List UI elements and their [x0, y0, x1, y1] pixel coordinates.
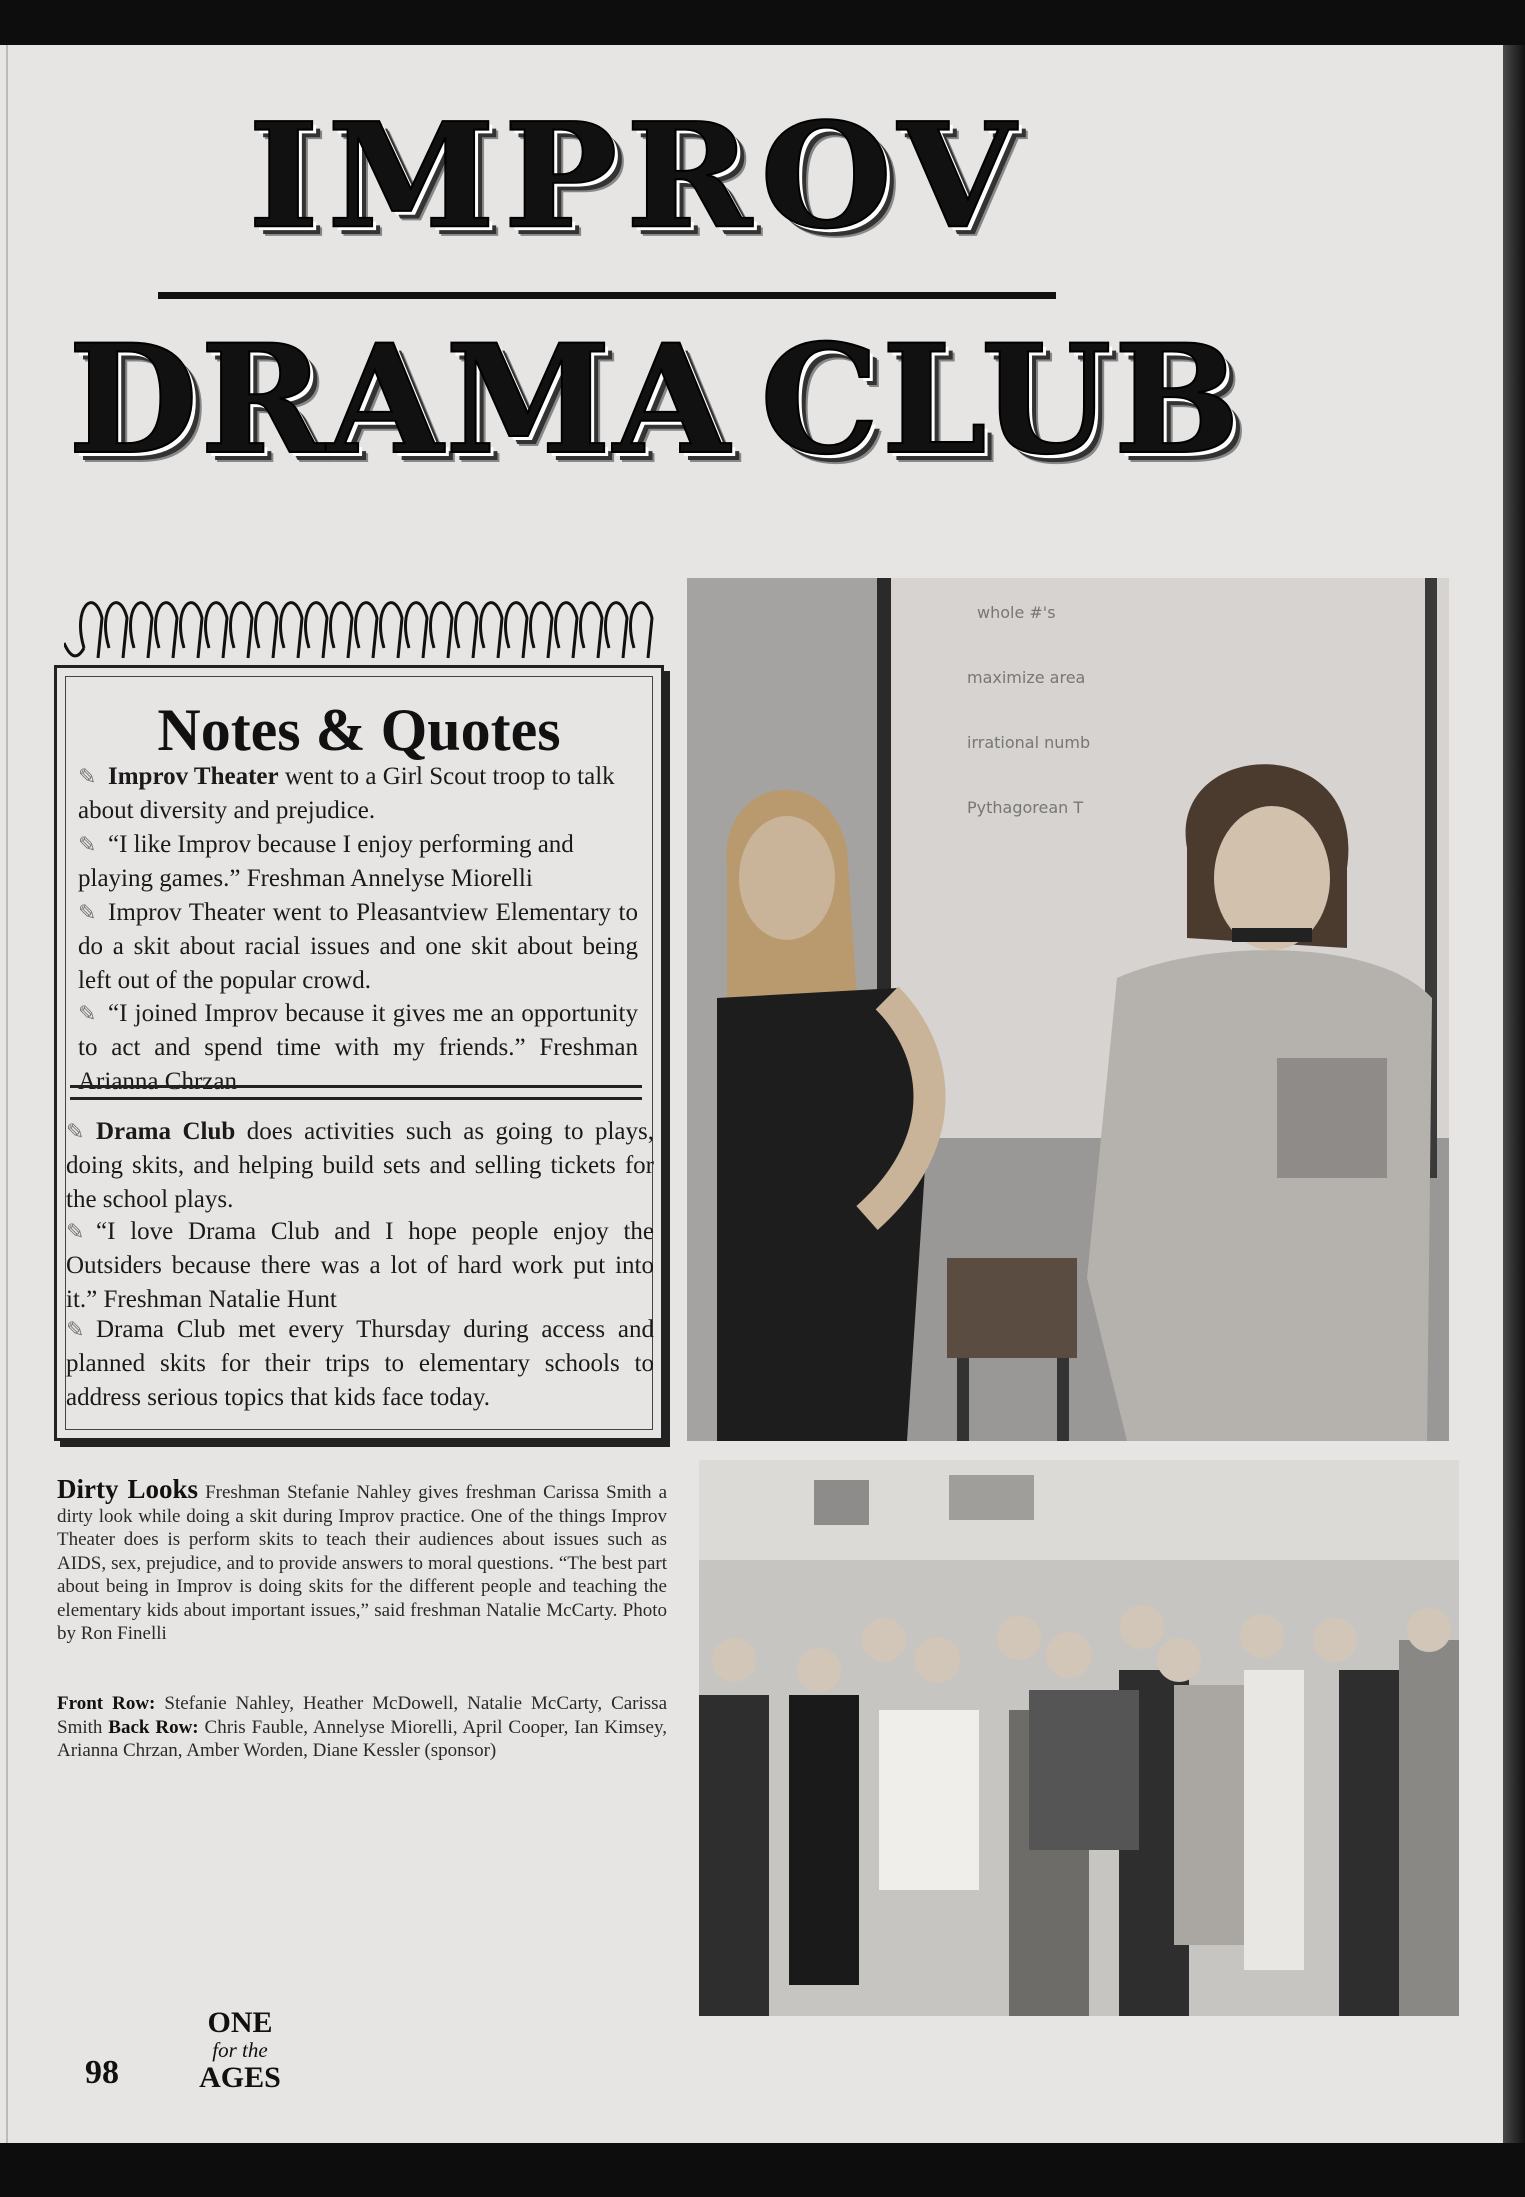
whiteboard-text-3: irrational numb — [967, 733, 1091, 752]
book-title-ages: AGES — [199, 2061, 281, 2094]
whiteboard-text-4: Pythagorean T — [967, 798, 1084, 817]
note-drama-3: ✎ Drama Club met every Thursday during access and planned skits for their trips to elementary schools to address serious topics that kids face today. — [66, 1313, 654, 1415]
note-drama-2: ✎ “I love Drama Club and I hope people enjoy the Outsiders because there was a lot of hard work put into it.” Freshman Natalie Hunt — [66, 1215, 654, 1317]
note-drama-1: ✎ Drama Club does activities such as going to plays, doing skits, and helping build sets and selling tickets for the school plays. — [66, 1115, 654, 1217]
whiteboard-text-1: whole #'s — [977, 603, 1056, 622]
pencil-icon: ✎ — [66, 1317, 85, 1342]
title-club: CLUB — [760, 312, 1243, 488]
title-drama: DRAMA — [68, 312, 732, 488]
page-number: 98 — [85, 2054, 119, 2091]
pencil-icon: ✎ — [78, 764, 97, 789]
pencil-icon: ✎ — [78, 832, 97, 857]
notes-heading: Notes & Quotes — [157, 697, 561, 763]
caption-text: Freshman Stefanie Nahley gives freshman Carissa Smith a dirty look while doing a skit during Improv practice. One of the things Improv Theater does is perform skits to teach their audiences about issues such as AIDS, sex, prejudice, and to provide answers to moral questions. “The best part about being in Improv is doing skits for the different people and teaching the elementary kids about important issues,” said freshman Natalie McCarty. Photo by Ron Finelli — [57, 1482, 668, 1644]
binding-line — [6, 45, 8, 2143]
page-edge-shadow — [1503, 45, 1525, 2143]
title-divider — [158, 292, 1056, 299]
spiral-binding-graphic — [64, 588, 659, 670]
note-improv-3: ✎ Improv Theater went to Pleasantview Elementary to do a skit about racial issues and one skit about being left out of the popular crowd. — [78, 896, 638, 998]
pencil-icon: ✎ — [66, 1219, 85, 1244]
front-row-label: Front Row: — [57, 1693, 156, 1714]
caption-title: Dirty Looks — [57, 1474, 199, 1504]
book-title-logo — [190, 2008, 290, 2093]
pencil-icon: ✎ — [78, 1001, 97, 1026]
photo-dirty-looks — [687, 578, 1449, 1441]
book-title-one: ONE — [207, 2006, 273, 2039]
photo-group — [699, 1460, 1459, 2016]
back-row-names: Chris Fauble, Annelyse Miorelli, April Cooper, Ian Kimsey, Arianna Chrzan, Amber Worden, Diane Kessler (sponsor) — [57, 1716, 667, 1761]
note-improv-2: ✎ “I like Improv because I enjoy performing and playing games.” Freshman Annelyse Miorelli — [78, 828, 638, 896]
whiteboard-text-2: maximize area — [967, 668, 1086, 687]
note-improv-1: ✎ Improv Theater went to a Girl Scout troop to talk about diversity and prejudice. — [78, 760, 638, 828]
note-improv-4: ✎ “I joined Improv because it gives me an opportunity to act and spend time with my friends.” Freshman Arianna Chrzan — [78, 997, 638, 1099]
pencil-icon: ✎ — [78, 900, 97, 925]
book-title-for: for the — [212, 2038, 268, 2062]
caption-dirty-looks — [57, 1474, 668, 1646]
back-row-label: Back Row: — [108, 1716, 199, 1738]
title-improv: IMPROV — [248, 90, 1024, 261]
front-row-names: Stefanie Nahley, Heather McDowell, Natalie McCarty, Carissa Smith — [57, 1693, 668, 1738]
caption-group-names — [57, 1692, 667, 1763]
notes-divider — [70, 1085, 642, 1100]
pencil-icon: ✎ — [66, 1119, 85, 1144]
